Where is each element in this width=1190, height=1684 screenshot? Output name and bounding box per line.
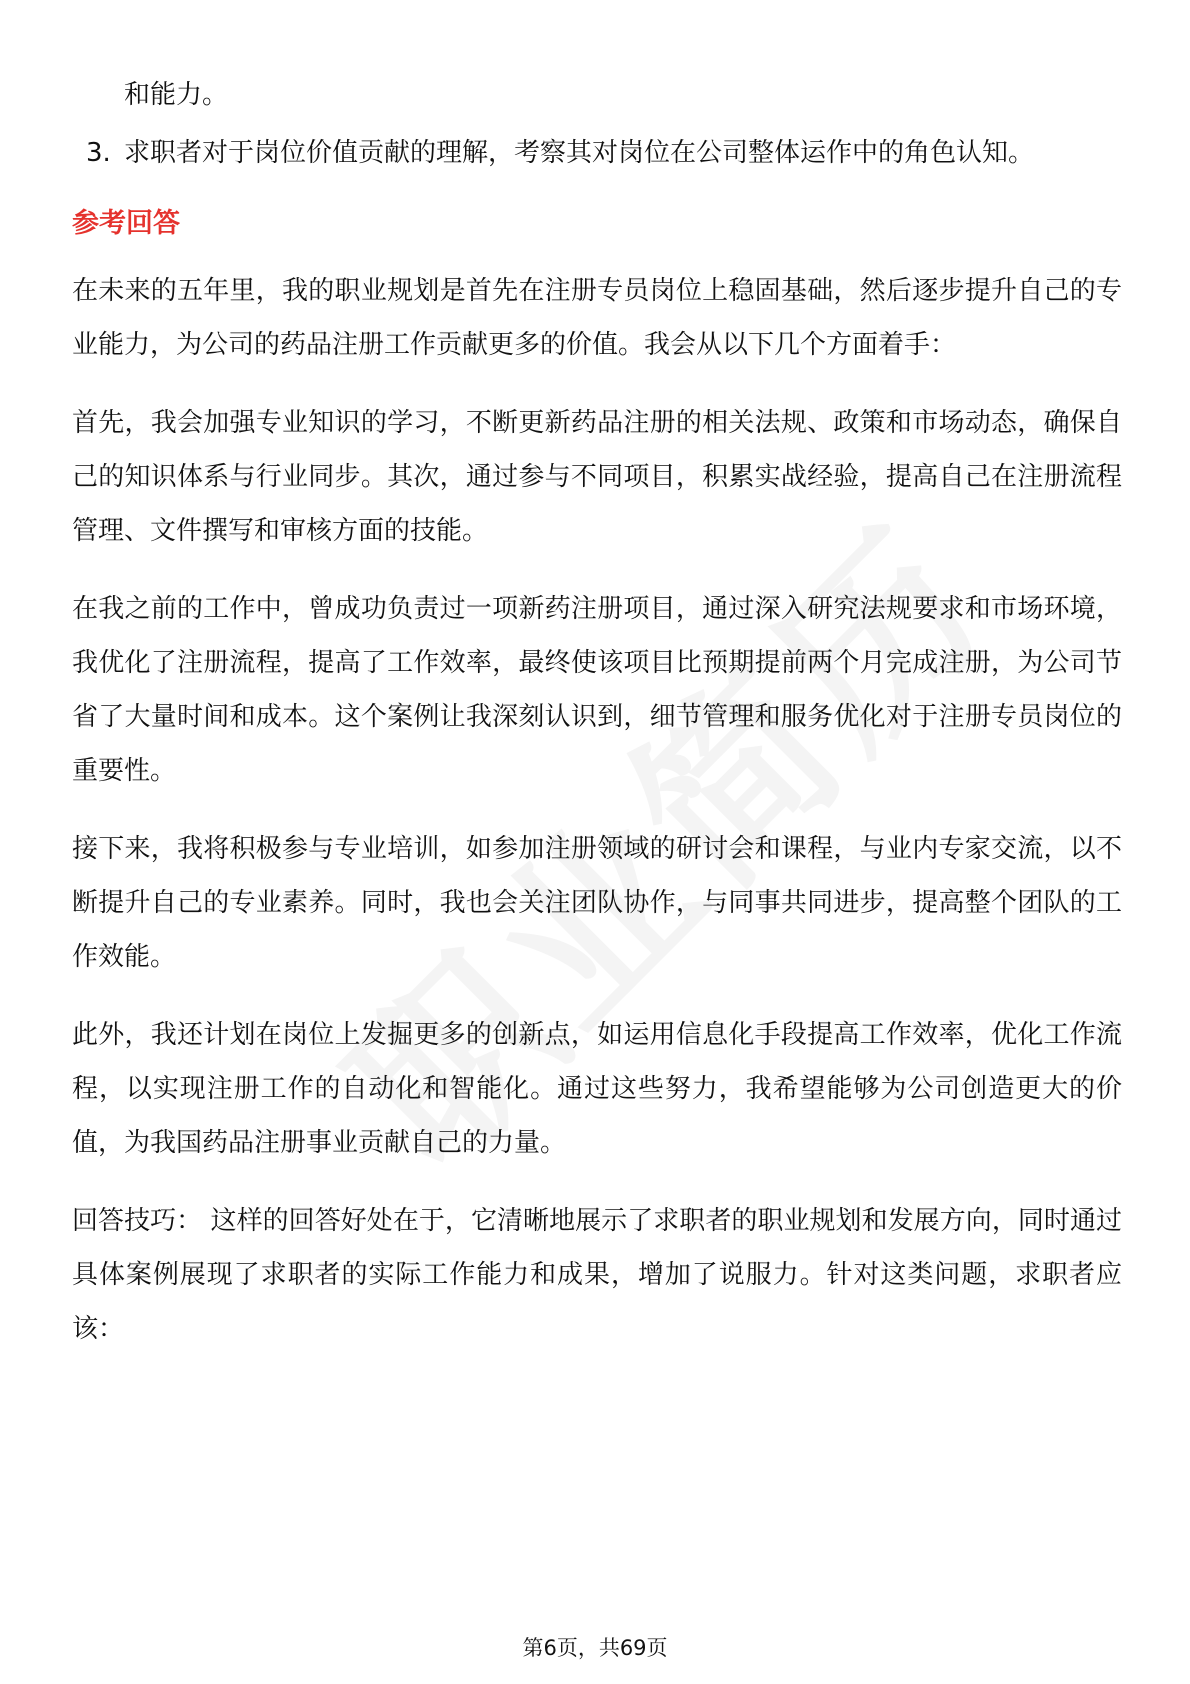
list-item-number: 3. bbox=[86, 138, 111, 168]
answer-tips-paragraph: 回答技巧： 这样的回答好处在于，它清晰地展示了求职者的职业规划和发展方向，同时通过具体案例展现了求职者的实际工作能力和成果，增加了说服力。针对这类问题，求职者应该： bbox=[72, 1206, 1122, 1344]
answer-paragraph-5: 此外，我还计划在岗位上发掘更多的创新点，如运用信息化手段提高工作效率，优化工作流程，以实现注册工作的自动化和智能化。通过这些努力，我希望能够为公司创造更大的价值，为我国药品注册事业贡献自己的力量。 bbox=[72, 1020, 1122, 1158]
answer-paragraph-4: 接下来，我将积极参与专业培训，如参加注册领域的研讨会和课程，与业内专家交流，以不断提升自己的专业素养。同时，我也会关注团队协作，与同事共同进步，提高整个团队的工作效能。 bbox=[72, 834, 1122, 972]
list-item-text: 求职者对于岗位价值贡献的理解，考察其对岗位在公司整体运作中的角色认知。 bbox=[124, 138, 1035, 168]
answer-paragraph-2: 首先，我会加强专业知识的学习，不断更新药品注册的相关法规、政策和市场动态，确保自己的知识体系与行业同步。其次，通过参与不同项目，积累实战经验，提高自己在注册流程管理、文件撰写和审核方面的技能。 bbox=[72, 408, 1122, 546]
answer-paragraph-1: 在未来的五年里，我的职业规划是首先在注册专员岗位上稳固基础，然后逐步提升自己的专业能力，为公司的药品注册工作贡献更多的价值。我会从以下几个方面着手： bbox=[72, 276, 1122, 360]
list-item-3 bbox=[72, 124, 1122, 182]
answer-paragraph-3: 在我之前的工作中，曾成功负责过一项新药注册项目，通过深入研究法规要求和市场环境，我优化了注册流程，提高了工作效率，最终使该项目比预期提前两个月完成注册，为公司节省了大量时间和成本。这个案例让我深刻认识到，细节管理和服务优化对于注册专员岗位的重要性。 bbox=[72, 594, 1122, 786]
page-number-footer: 第6页，共69页 bbox=[522, 1636, 668, 1660]
document-body bbox=[72, 66, 1122, 1356]
section-title-reference-answer: 参考回答 bbox=[72, 208, 180, 239]
list-item-continuation: 和能力。 bbox=[124, 80, 229, 110]
